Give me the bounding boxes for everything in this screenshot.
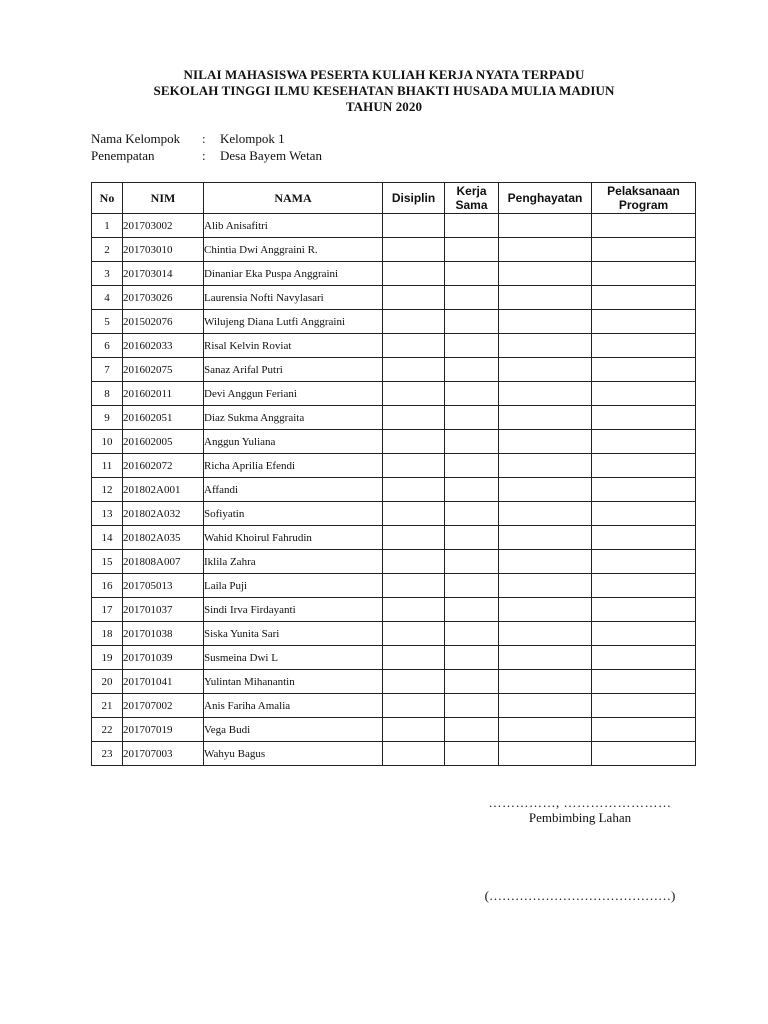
cell-kerja-sama (445, 430, 499, 454)
cell-pelaksanaan-program (592, 382, 696, 406)
cell-kerja-sama (445, 646, 499, 670)
cell-nim: 201602005 (123, 430, 204, 454)
table-header-row (92, 183, 696, 214)
cell-nim: 201701041 (123, 670, 204, 694)
cell-disiplin (383, 742, 445, 766)
cell-pelaksanaan-program (592, 526, 696, 550)
cell-pelaksanaan-program (592, 478, 696, 502)
cell-nim: 201703002 (123, 214, 204, 238)
cell-no: 2 (92, 238, 123, 262)
col-header-penghayatan-label: Penghayatan (507, 191, 583, 205)
table-row (92, 406, 696, 430)
doc-title-line-1: NILAI MAHASISWA PESERTA KULIAH KERJA NYATA TERPADU (183, 67, 585, 82)
cell-disiplin (383, 238, 445, 262)
cell-nama: Yulintan Mihanantin (204, 670, 383, 694)
table-row (92, 670, 696, 694)
cell-kerja-sama (445, 454, 499, 478)
cell-kerja-sama (445, 550, 499, 574)
cell-no: 14 (92, 526, 123, 550)
cell-penghayatan (499, 574, 592, 598)
col-header-nim (123, 183, 204, 214)
table-body (92, 214, 696, 766)
cell-nama: Wilujeng Diana Lutfi Anggraini (204, 310, 383, 334)
meta-group-value: Kelompok 1 (220, 131, 285, 146)
cell-disiplin (383, 502, 445, 526)
col-header-nim-label: NIM (150, 191, 176, 205)
cell-penghayatan (499, 670, 592, 694)
cell-pelaksanaan-program (592, 646, 696, 670)
cell-nim: 201703026 (123, 286, 204, 310)
cell-no: 21 (92, 694, 123, 718)
cell-no: 23 (92, 742, 123, 766)
cell-penghayatan (499, 214, 592, 238)
cell-kerja-sama (445, 478, 499, 502)
cell-penghayatan (499, 382, 592, 406)
table-row (92, 502, 696, 526)
cell-nama: Anis Fariha Amalia (204, 694, 383, 718)
table-row (92, 550, 696, 574)
table-row (92, 214, 696, 238)
cell-pelaksanaan-program (592, 430, 696, 454)
cell-disiplin (383, 550, 445, 574)
cell-pelaksanaan-program (592, 358, 696, 382)
cell-pelaksanaan-program (592, 502, 696, 526)
cell-nim: 201703014 (123, 262, 204, 286)
cell-nim: 201808A007 (123, 550, 204, 574)
cell-pelaksanaan-program (592, 238, 696, 262)
grades-table (91, 182, 696, 766)
cell-nama: Alib Anisafitri (204, 214, 383, 238)
col-header-kerja-sama (445, 183, 499, 214)
table-row (92, 334, 696, 358)
cell-disiplin (383, 454, 445, 478)
cell-pelaksanaan-program (592, 286, 696, 310)
table-row (92, 430, 696, 454)
cell-nim: 201707002 (123, 694, 204, 718)
cell-nim: 201701039 (123, 646, 204, 670)
cell-kerja-sama (445, 694, 499, 718)
cell-penghayatan (499, 358, 592, 382)
doc-title-line-3: TAHUN 2020 (345, 99, 423, 114)
cell-nim: 201802A035 (123, 526, 204, 550)
cell-kerja-sama (445, 286, 499, 310)
cell-kerja-sama (445, 334, 499, 358)
cell-nim: 201602051 (123, 406, 204, 430)
table-row (92, 382, 696, 406)
cell-penghayatan (499, 622, 592, 646)
cell-disiplin (383, 574, 445, 598)
cell-nim: 201705013 (123, 574, 204, 598)
cell-nim: 201802A001 (123, 478, 204, 502)
cell-penghayatan (499, 502, 592, 526)
table-row (92, 358, 696, 382)
cell-nama: Laurensia Nofti Navylasari (204, 286, 383, 310)
cell-disiplin (383, 622, 445, 646)
col-header-penghayatan (499, 183, 592, 214)
cell-kerja-sama (445, 670, 499, 694)
cell-no: 18 (92, 622, 123, 646)
cell-kerja-sama (445, 622, 499, 646)
cell-no: 20 (92, 670, 123, 694)
table-row (92, 742, 696, 766)
cell-nim: 201602033 (123, 334, 204, 358)
cell-kerja-sama (445, 574, 499, 598)
table-row (92, 478, 696, 502)
cell-disiplin (383, 214, 445, 238)
cell-pelaksanaan-program (592, 670, 696, 694)
cell-nama: Dinaniar Eka Puspa Anggraini (204, 262, 383, 286)
cell-pelaksanaan-program (592, 406, 696, 430)
cell-no: 1 (92, 214, 123, 238)
cell-penghayatan (499, 406, 592, 430)
table-row (92, 262, 696, 286)
meta-place-label: Penempatan (91, 148, 155, 163)
table-row (92, 622, 696, 646)
cell-penghayatan (499, 526, 592, 550)
cell-disiplin (383, 334, 445, 358)
col-header-pelaksanaan-line-1: Pelaksanaan (607, 184, 680, 198)
cell-kerja-sama (445, 598, 499, 622)
cell-penghayatan (499, 238, 592, 262)
cell-no: 6 (92, 334, 123, 358)
cell-nim: 201502076 (123, 310, 204, 334)
cell-pelaksanaan-program (592, 694, 696, 718)
cell-nama: Sofiyatin (204, 502, 383, 526)
cell-kerja-sama (445, 406, 499, 430)
cell-nim: 201602075 (123, 358, 204, 382)
cell-penghayatan (499, 310, 592, 334)
cell-disiplin (383, 310, 445, 334)
cell-nama: Devi Anggun Feriani (204, 382, 383, 406)
table-row (92, 310, 696, 334)
signature-place-date: ……………, …………………… (488, 795, 672, 810)
cell-no: 16 (92, 574, 123, 598)
cell-nama: Wahyu Bagus (204, 742, 383, 766)
cell-nim: 201707019 (123, 718, 204, 742)
cell-no: 12 (92, 478, 123, 502)
cell-no: 22 (92, 718, 123, 742)
cell-nim: 201701038 (123, 622, 204, 646)
cell-no: 17 (92, 598, 123, 622)
col-header-no-label: No (99, 191, 115, 205)
cell-kerja-sama (445, 742, 499, 766)
table-row (92, 598, 696, 622)
table-row (92, 574, 696, 598)
cell-pelaksanaan-program (592, 454, 696, 478)
meta-group-label: Nama Kelompok (91, 131, 181, 146)
cell-kerja-sama (445, 718, 499, 742)
table-row (92, 286, 696, 310)
cell-pelaksanaan-program (592, 574, 696, 598)
cell-penghayatan (499, 598, 592, 622)
cell-disiplin (383, 670, 445, 694)
cell-penghayatan (499, 454, 592, 478)
col-header-disiplin (383, 183, 445, 214)
cell-penghayatan (499, 334, 592, 358)
cell-kerja-sama (445, 502, 499, 526)
cell-nim: 201703010 (123, 238, 204, 262)
cell-nama: Richa Aprilia Efendi (204, 454, 383, 478)
cell-penghayatan (499, 718, 592, 742)
cell-disiplin (383, 694, 445, 718)
cell-kerja-sama (445, 382, 499, 406)
cell-disiplin (383, 382, 445, 406)
cell-penghayatan (499, 286, 592, 310)
table-row (92, 238, 696, 262)
cell-pelaksanaan-program (592, 550, 696, 574)
cell-nim: 201802A032 (123, 502, 204, 526)
cell-nama: Sanaz Arifal Putri (204, 358, 383, 382)
cell-nim: 201602011 (123, 382, 204, 406)
col-header-pelaksanaan-line-2: Program (618, 198, 669, 212)
col-header-disiplin-label: Disiplin (391, 191, 436, 205)
cell-nama: Susmeina Dwi L (204, 646, 383, 670)
signature-role: Pembimbing Lahan (528, 810, 632, 825)
doc-title-line-2: SEKOLAH TINGGI ILMU KESEHATAN BHAKTI HUSADA MULIA MADIUN (153, 83, 615, 98)
col-header-no (92, 183, 123, 214)
cell-nama: Chintia Dwi Anggraini R. (204, 238, 383, 262)
cell-nama: Vega Budi (204, 718, 383, 742)
cell-pelaksanaan-program (592, 598, 696, 622)
table-row (92, 526, 696, 550)
cell-penghayatan (499, 550, 592, 574)
cell-no: 19 (92, 646, 123, 670)
cell-nama: Sindi Irva Firdayanti (204, 598, 383, 622)
cell-disiplin (383, 526, 445, 550)
col-header-nama (204, 183, 383, 214)
cell-no: 5 (92, 310, 123, 334)
cell-disiplin (383, 718, 445, 742)
cell-kerja-sama (445, 262, 499, 286)
table-row (92, 694, 696, 718)
cell-nama: Siska Yunita Sari (204, 622, 383, 646)
cell-no: 4 (92, 286, 123, 310)
cell-pelaksanaan-program (592, 742, 696, 766)
cell-nama: Risal Kelvin Roviat (204, 334, 383, 358)
cell-nama: Iklila Zahra (204, 550, 383, 574)
cell-nim: 201707003 (123, 742, 204, 766)
cell-nama: Diaz Sukma Anggraita (204, 406, 383, 430)
cell-penghayatan (499, 478, 592, 502)
cell-kerja-sama (445, 238, 499, 262)
col-header-pelaksanaan-program (592, 183, 696, 214)
cell-disiplin (383, 406, 445, 430)
cell-pelaksanaan-program (592, 310, 696, 334)
col-header-nama-label: NAMA (274, 191, 312, 205)
cell-disiplin (383, 478, 445, 502)
cell-kerja-sama (445, 358, 499, 382)
cell-disiplin (383, 598, 445, 622)
cell-penghayatan (499, 646, 592, 670)
cell-no: 11 (92, 454, 123, 478)
col-header-kerja-sama-line-1: Kerja (456, 184, 487, 198)
cell-disiplin (383, 286, 445, 310)
meta-place-separator: : (202, 148, 206, 163)
cell-kerja-sama (445, 310, 499, 334)
cell-nim: 201701037 (123, 598, 204, 622)
cell-pelaksanaan-program (592, 262, 696, 286)
cell-nama: Wahid Khoirul Fahrudin (204, 526, 383, 550)
table-row (92, 646, 696, 670)
cell-no: 3 (92, 262, 123, 286)
cell-penghayatan (499, 742, 592, 766)
cell-penghayatan (499, 694, 592, 718)
cell-disiplin (383, 262, 445, 286)
cell-pelaksanaan-program (592, 622, 696, 646)
cell-disiplin (383, 358, 445, 382)
cell-penghayatan (499, 430, 592, 454)
cell-nim: 201602072 (123, 454, 204, 478)
cell-nama: Anggun Yuliana (204, 430, 383, 454)
cell-no: 9 (92, 406, 123, 430)
cell-kerja-sama (445, 526, 499, 550)
cell-pelaksanaan-program (592, 334, 696, 358)
cell-penghayatan (499, 262, 592, 286)
cell-pelaksanaan-program (592, 214, 696, 238)
col-header-kerja-sama-line-2: Sama (455, 198, 488, 212)
cell-no: 15 (92, 550, 123, 574)
meta-place-value: Desa Bayem Wetan (220, 148, 322, 163)
cell-kerja-sama (445, 214, 499, 238)
cell-no: 13 (92, 502, 123, 526)
cell-no: 7 (92, 358, 123, 382)
signature-name-placeholder: (……………………………………) (484, 888, 676, 903)
cell-disiplin (383, 646, 445, 670)
cell-pelaksanaan-program (592, 718, 696, 742)
cell-nama: Affandi (204, 478, 383, 502)
meta-group-separator: : (202, 131, 206, 146)
cell-no: 8 (92, 382, 123, 406)
table-row (92, 718, 696, 742)
cell-nama: Laila Puji (204, 574, 383, 598)
table-row (92, 454, 696, 478)
cell-disiplin (383, 430, 445, 454)
cell-no: 10 (92, 430, 123, 454)
